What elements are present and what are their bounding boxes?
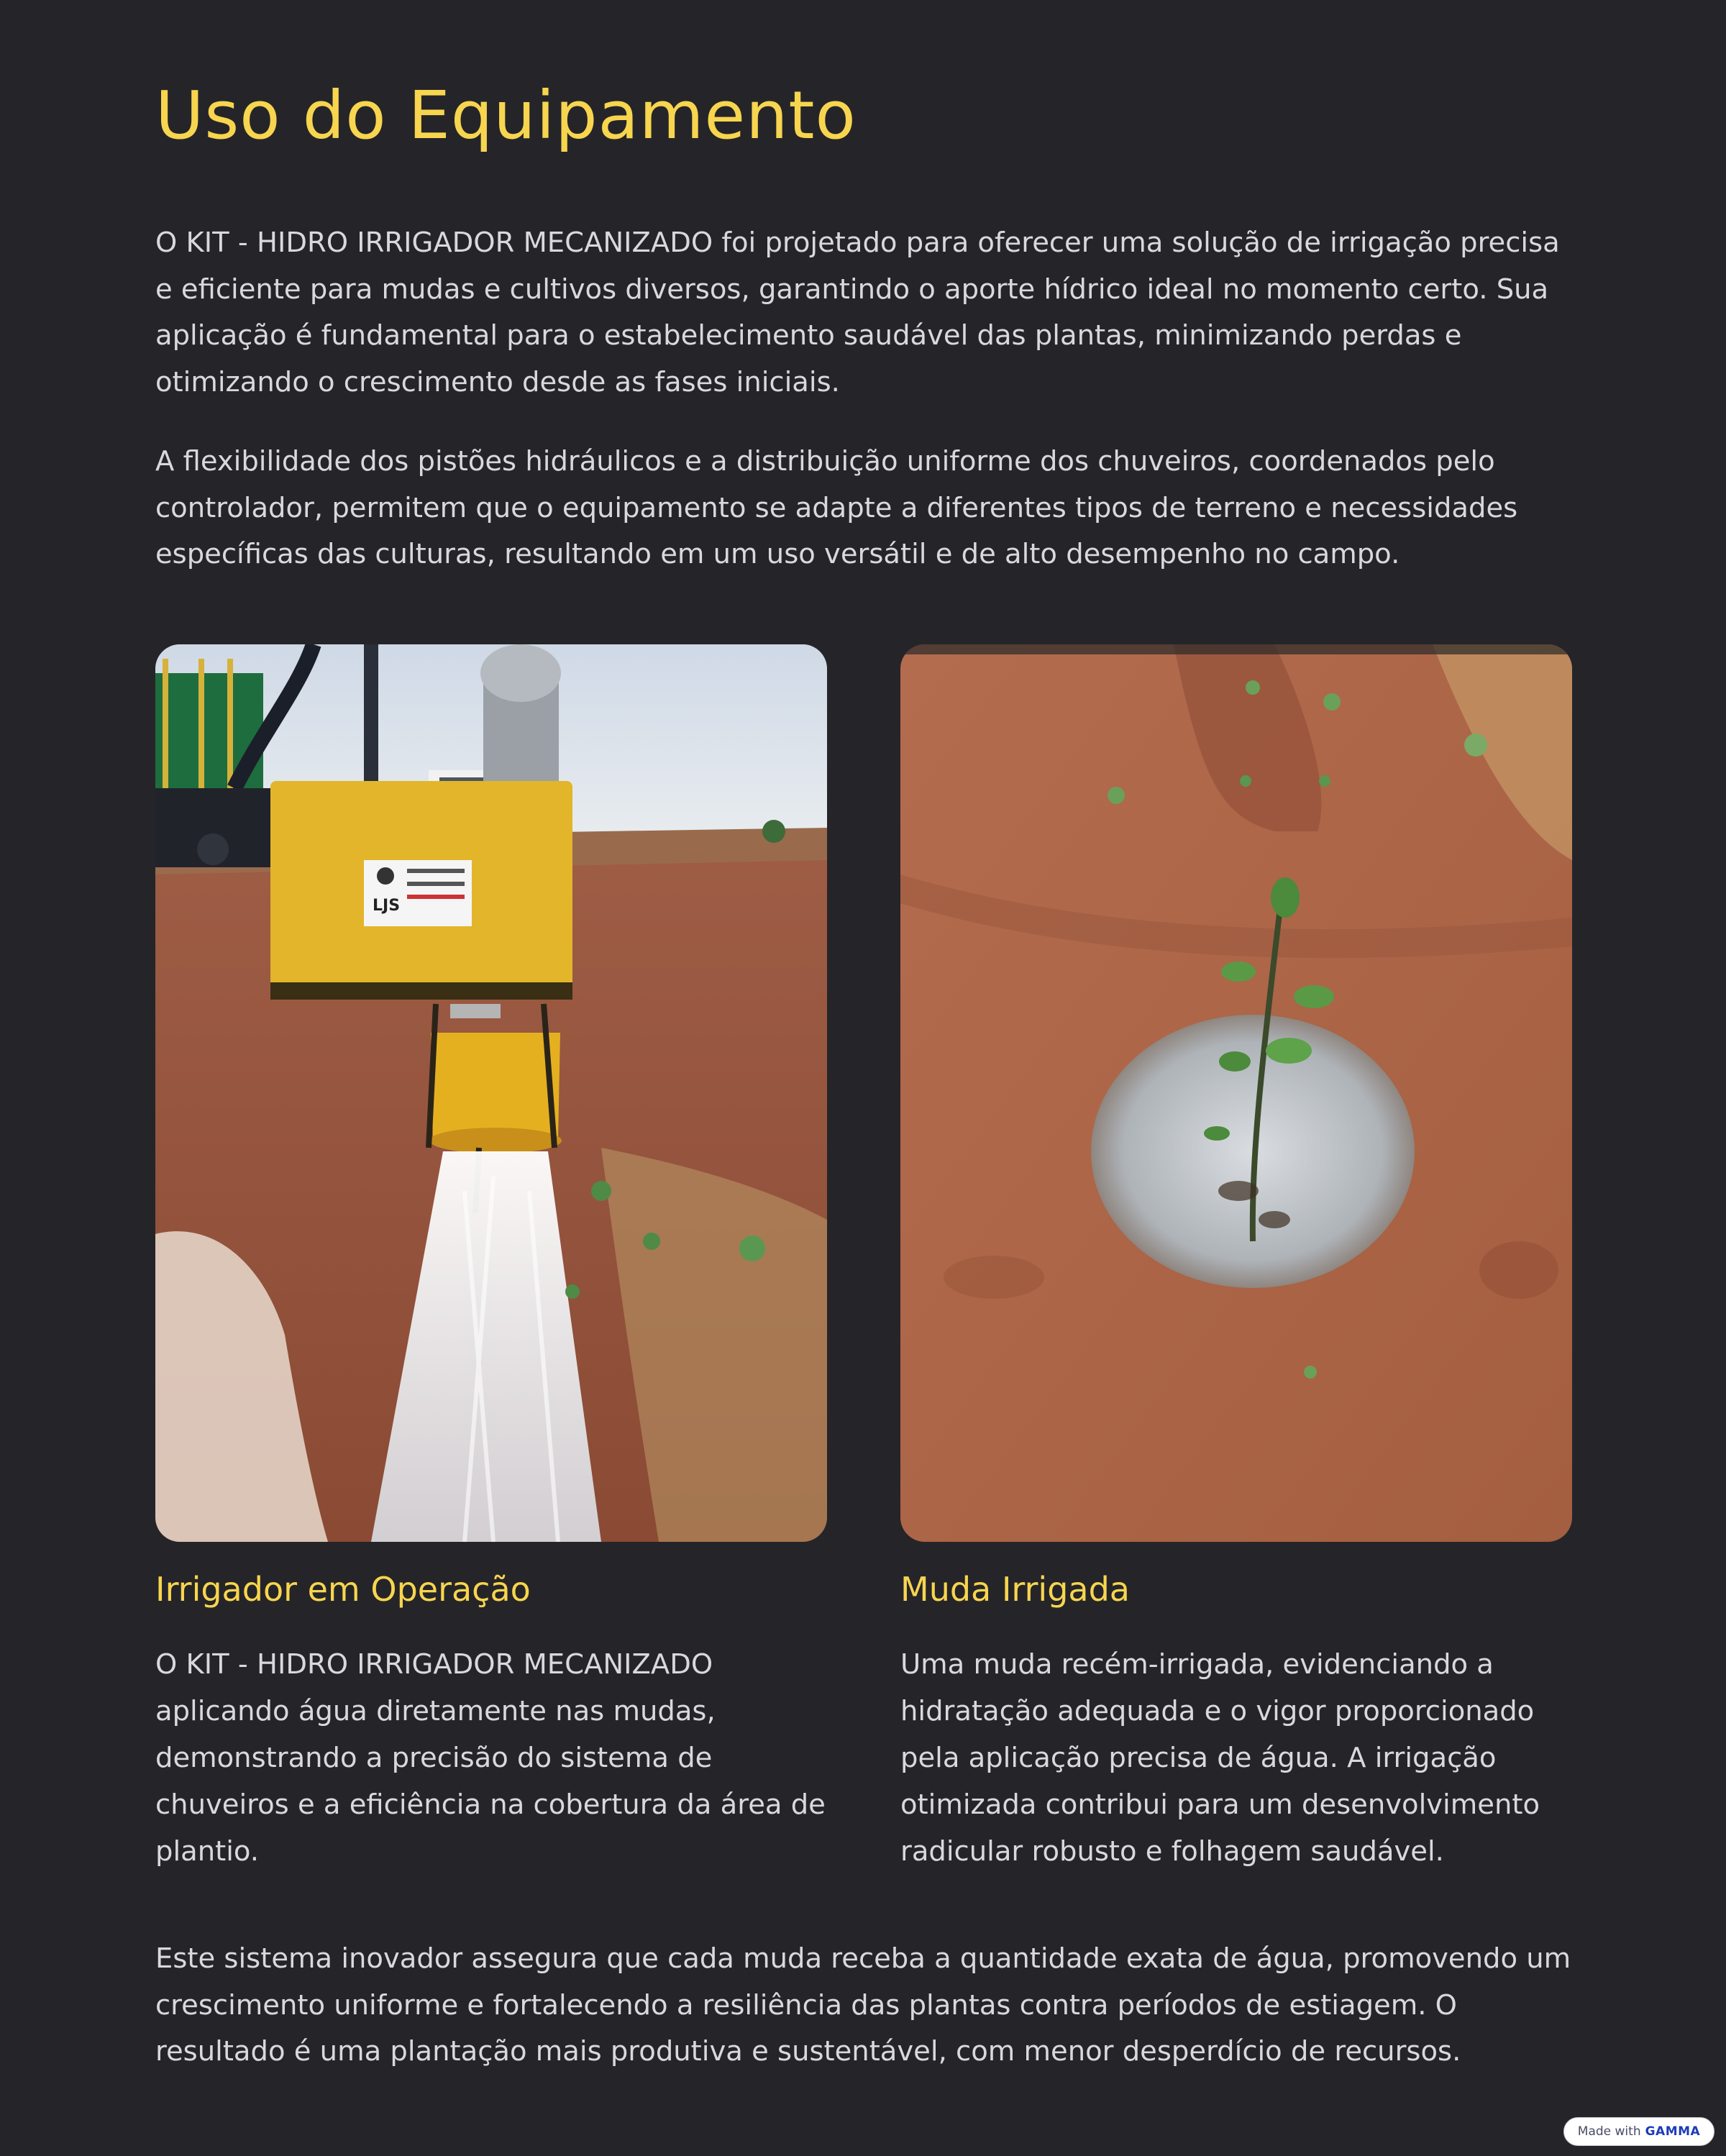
card-irrigator-operation bbox=[155, 644, 827, 1868]
page-title: Uso do Equipamento bbox=[155, 77, 857, 154]
card-text-seedling: Uma muda recém-irrigada, evidenciando a hidratação adequada e o vigor proporcionado pela aplicação precisa de água. A irrigação otimizada contribui para um desenvolvimento radicular robusto e folhagem saudável. bbox=[900, 1648, 1540, 1868]
irrigator-photo bbox=[155, 644, 827, 1542]
card-text-irrigator: O KIT - HIDRO IRRIGADOR MECANIZADO aplicando água diretamente nas mudas, demonstrando a precisão do sistema de chuveiros e a eficiência na cobertura da área de plantio. bbox=[155, 1648, 826, 1868]
card-irrigated-seedling bbox=[900, 644, 1572, 1868]
seedling-photo bbox=[900, 644, 1572, 1542]
gamma-logo: GAMMA bbox=[1645, 2124, 1701, 2139]
made-with-gamma-badge[interactable] bbox=[1563, 2117, 1714, 2146]
card-title-seedling: Muda Irrigada bbox=[900, 1570, 1130, 1609]
card-title-irrigator: Irrigador em Operação bbox=[155, 1570, 531, 1609]
outro-paragraph: Este sistema inovador assegura que cada muda receba a quantidade exata de água, promovendo um crescimento uniforme e fortalecendo a resiliência das plantas contra períodos de estiagem. O resultado é uma plantação mais produtiva e sustentável, com menor desperdício de recursos. bbox=[155, 1942, 1571, 2068]
intro-paragraph-2: A flexibilidade dos pistões hidráulicos e a distribuição uniforme dos chuveiros, coordenados pelo controlador, permitem que o equipamento se adapte a diferentes tipos de terreno e necessidades específicas das culturas, resultando em um uso versátil e de alto desempenho no campo. bbox=[155, 445, 1518, 570]
badge-prefix: Made with bbox=[1577, 2124, 1641, 2139]
intro-paragraph-1: O KIT - HIDRO IRRIGADOR MECANIZADO foi projetado para oferecer uma solução de irrigação precisa e eficiente para mudas e cultivos diversos, garantindo o aporte hídrico ideal no momento certo. Sua aplicação é fundamental para o estabelecimento saudável das plantas, minimizando perdas e otimizando o crescimento desde as fases iniciais. bbox=[155, 227, 1560, 398]
ljs-logo: LJS bbox=[373, 897, 401, 915]
